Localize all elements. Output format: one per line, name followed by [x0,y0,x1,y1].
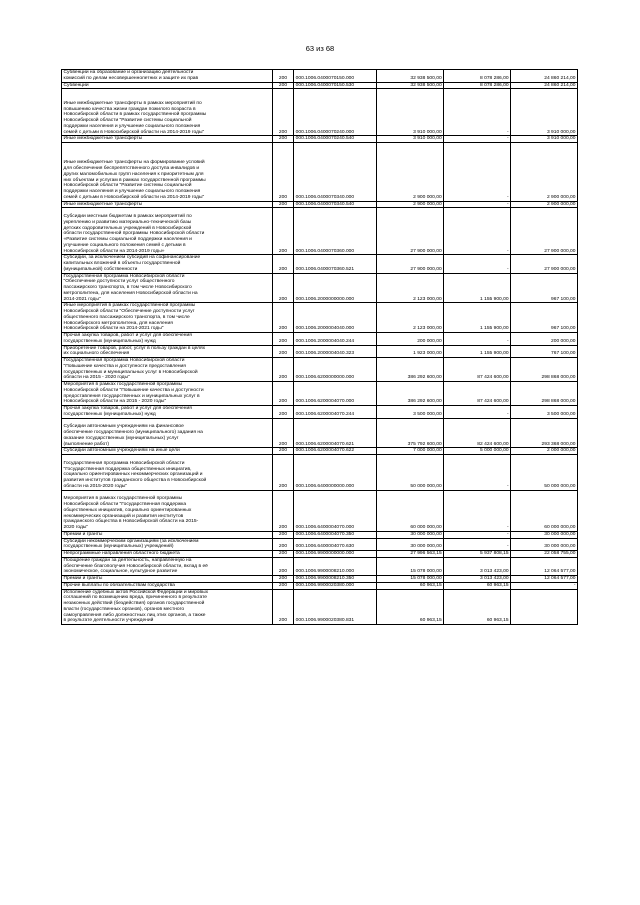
row-kbk-cell: 000.1006.0400070150.530 [294,82,377,89]
table-row [62,382,578,406]
table-row [62,576,578,583]
row-kbk-cell: 000.1006.9900008210.000 [294,557,377,575]
table-row [62,490,578,531]
row-executed-cell: - [444,531,511,538]
row-code-cell: 200 [272,273,293,303]
row-executed-cell: 82 424 600,00 [444,418,511,448]
row-code-cell: 200 [272,89,293,136]
row-approved-cell: 7 000 000,00 [377,448,444,455]
row-remaining-cell: 50 000 000,00 [511,455,578,491]
row-kbk-cell: 000.1006.6400000000.000 [294,455,377,491]
row-approved-cell: 200 000,00 [377,333,444,346]
row-name-cell: Государственная программа Новосибирской области "Обеспечение доступности услуг общественного пассажирского транспорта, в том числе Новосибирского метрополитена, для населения Новосибирской области на 2014-2021 годы" [62,273,273,303]
row-remaining-cell: 967 100,00 [511,273,578,303]
row-remaining-cell: 298 868 000,00 [511,382,578,406]
row-code-cell: 200 [272,576,293,583]
row-remaining-cell: 2 000 000,00 [511,448,578,455]
row-executed-cell: - [444,255,511,273]
table-row [62,551,578,558]
row-executed-cell: 87 424 600,00 [444,358,511,382]
row-approved-cell: 375 792 600,00 [377,418,444,448]
row-remaining-cell: 12 064 577,00 [511,576,578,583]
row-approved-cell: 60 963,15 [377,589,444,625]
row-kbk-cell: 000.1006.9900000000.000 [294,551,377,558]
row-kbk-cell: 000.1006.0400070240.000 [294,89,377,136]
table-row [62,406,578,419]
row-remaining-cell: 30 000 000,00 [511,538,578,551]
row-approved-cell: 386 292 600,00 [377,382,444,406]
row-kbk-cell: 000.1006.0400070360.000 [294,208,377,255]
budget-table [61,69,578,625]
row-code-cell: 200 [272,448,293,455]
row-kbk-cell: 000.1006.6200004070.244 [294,406,377,419]
row-executed-cell: 87 424 600,00 [444,382,511,406]
row-code-cell: 200 [272,382,293,406]
row-name-cell: Иные межбюджетные трансферты [62,201,273,208]
row-code-cell: 200 [272,538,293,551]
row-name-cell: Прочие выплаты по обязательствам государства [62,582,273,589]
row-executed-cell: 1 155 900,00 [444,273,511,303]
row-executed-cell: 8 078 286,00 [444,82,511,89]
row-code-cell: 200 [272,589,293,625]
row-code-cell: 200 [272,143,293,202]
row-name-cell: Иные межбюджетные трансферты на формирование условий для обеспечения беспрепятственного доступа инвалидов и других маломобильных групп населения к приоритетным для них объектам и услугам в рамках государственной программы Новосибирской области "Развитие системы социальной поддержки населения и улучшение социального положения семей с детьми в Новосибирской области на 2014-2019 годы" [62,143,273,202]
row-approved-cell: 1 923 000,00 [377,345,444,358]
row-kbk-cell: 000.1006.2000004040.000 [294,303,377,333]
row-remaining-cell: 12 064 577,00 [511,557,578,575]
row-approved-cell: 27 996 563,15 [377,551,444,558]
table-row [62,303,578,333]
row-executed-cell: - [444,490,511,531]
row-name-cell: Премии и гранты [62,576,273,583]
row-executed-cell: 60 963,15 [444,582,511,589]
row-name-cell: Исполнение судебных актов Российской Федерации и мировых соглашений по возмещению вреда, причиненного в результате незаконных действий (бездействия) органов государственной власти (государственных органов), органов местного самоуправления либо должностных лиц этих органов, а также в результате деятельности учреждений [62,589,273,625]
table-row [62,201,578,208]
row-name-cell: Иные мероприятия в рамках государственной программы Новосибирской области "Обеспечение доступности услуг общественного пассажирского транспорта, в том числе Новосибирского метрополитена, для населения Новосибирской области на 2014-2021 годы" [62,303,273,333]
row-executed-cell: 3 013 423,00 [444,557,511,575]
row-executed-cell: 60 963,15 [444,589,511,625]
row-kbk-cell: 000.1006.0400070150.000 [294,70,377,83]
table-row [62,455,578,491]
row-name-cell: Субсидии автономным учреждениям на финансовое обеспечение государственного (муниципального) задания на оказание государственных (муниципальных) услуг (выполнение работ) [62,418,273,448]
row-name-cell: Мероприятия в рамках государственной программы Новосибирской области "Повышение качества и доступности предоставления государственных и муниципальных услуг в Новосибирской области на 2015 - 2020 годы" [62,382,273,406]
row-remaining-cell: 967 100,00 [511,303,578,333]
row-executed-cell: - [444,143,511,202]
row-approved-cell: 386 292 600,00 [377,358,444,382]
row-kbk-cell: 000.1006.9900020380.000 [294,582,377,589]
row-approved-cell: 2 123 000,00 [377,303,444,333]
row-kbk-cell: 000.1006.2000000000.000 [294,273,377,303]
row-executed-cell: - [444,455,511,491]
row-code-cell: 200 [272,345,293,358]
row-executed-cell: 1 155 900,00 [444,345,511,358]
row-name-cell: Приобретение товаров, работ, услуг в пользу граждан в целях их социального обеспечения [62,345,273,358]
row-kbk-cell: 000.1006.0400070360.521 [294,255,377,273]
table-row [62,358,578,382]
table-row [62,418,578,448]
row-code-cell: 200 [272,358,293,382]
row-approved-cell: 3 910 000,00 [377,89,444,136]
table-row [62,143,578,202]
row-remaining-cell: - [511,582,578,589]
row-kbk-cell: 000.1006.2000004040.244 [294,333,377,346]
row-name-cell: Субсидии некоммерческим организациям (за исключением государственных (муниципальных) учреждений) [62,538,273,551]
table-row [62,538,578,551]
row-kbk-cell: 000.1006.6200004070.000 [294,382,377,406]
row-executed-cell: 3 013 423,00 [444,576,511,583]
row-remaining-cell: 24 860 214,00 [511,70,578,83]
row-code-cell: 200 [272,531,293,538]
table-row [62,345,578,358]
row-name-cell: Иные межбюджетные трансферты [62,136,273,143]
row-name-cell: Государственная программа Новосибирской области "Повышение качества и доступности предоставления государственных и муниципальных услуг в Новосибирской области на 2015 - 2020 годы" [62,358,273,382]
row-remaining-cell: 767 100,00 [511,345,578,358]
row-approved-cell: 15 078 000,00 [377,576,444,583]
page-number: 63 из 68 [305,44,335,53]
row-approved-cell: 32 938 500,00 [377,82,444,89]
row-code-cell: 200 [272,201,293,208]
row-approved-cell: 27 900 000,00 [377,255,444,273]
row-remaining-cell: 3 910 000,00 [511,89,578,136]
row-kbk-cell: 000.1006.6400004070.000 [294,490,377,531]
row-name-cell: Непрограммные направления областного бюджета [62,551,273,558]
row-remaining-cell: 2 900 000,00 [511,143,578,202]
row-approved-cell: 50 000 000,00 [377,455,444,491]
row-remaining-cell: 30 000 000,00 [511,531,578,538]
row-executed-cell: - [444,201,511,208]
row-approved-cell: 2 900 000,00 [377,201,444,208]
table-row [62,82,578,89]
row-kbk-cell: 000.1006.6200004070.621 [294,418,377,448]
row-remaining-cell: 22 058 755,00 [511,551,578,558]
row-name-cell: Субвенции на образование и организацию деятельности комиссий по делам несовершеннолетних и защите их прав [62,70,273,83]
row-code-cell: 200 [272,582,293,589]
table-row [62,255,578,273]
row-code-cell: 200 [272,455,293,491]
row-approved-cell: 27 900 000,00 [377,208,444,255]
row-remaining-cell: 293 368 000,00 [511,418,578,448]
row-name-cell: Иные межбюджетные трансферты в рамках мероприятий по повышению качества жизни граждан пожилого возраста в Новосибирской области в рамках государственной программы Новосибирской области "Развитие системы социальной поддержки населения и улучшение социального положения семей с детьми в Новосибирской области на 2014-2019 годы" [62,89,273,136]
row-name-cell: Субвенции [62,82,273,89]
row-name-cell: Мероприятия в рамках государственной программы Новосибирской области "Государственная поддержка общественных инициатив, социально ориентированных некоммерческих организаций и развития институтов гражданского общества в Новосибирской области на 2015- 2020 годы" [62,490,273,531]
row-executed-cell: 8 078 286,00 [444,70,511,83]
row-approved-cell: 60 963,15 [377,582,444,589]
row-code-cell: 200 [272,70,293,83]
row-approved-cell: 60 000 000,00 [377,490,444,531]
row-remaining-cell: 200 000,00 [511,333,578,346]
row-remaining-cell: 298 868 000,00 [511,358,578,382]
row-code-cell: 200 [272,551,293,558]
row-code-cell: 200 [272,557,293,575]
row-approved-cell: 3 500 000,00 [377,406,444,419]
table-row [62,589,578,625]
row-name-cell: Поощрение граждан за деятельность, направленную на обеспечение благополучия Новосибирской области, вклад в её экономическое, социальное, культурное развитие [62,557,273,575]
table-row [62,531,578,538]
row-executed-cell: 5 937 808,15 [444,551,511,558]
table-row [62,70,578,83]
row-kbk-cell: 000.1006.2000004040.323 [294,345,377,358]
row-code-cell: 200 [272,208,293,255]
row-approved-cell: 30 000 000,00 [377,531,444,538]
row-executed-cell: 1 155 900,00 [444,303,511,333]
table-row [62,273,578,303]
row-name-cell: Прочая закупка товаров, работ и услуг для обеспечения государственных (муниципальных) нужд [62,333,273,346]
row-kbk-cell: 000.1006.0400070240.540 [294,136,377,143]
row-kbk-cell: 000.1006.0400070340.000 [294,143,377,202]
row-remaining-cell: 27 900 000,00 [511,255,578,273]
row-code-cell: 200 [272,333,293,346]
row-kbk-cell: 000.1006.0400070340.540 [294,201,377,208]
row-executed-cell: - [444,136,511,143]
table-row [62,582,578,589]
row-executed-cell: 5 000 000,00 [444,448,511,455]
table-body [62,70,578,625]
row-kbk-cell: 000.1006.6200000000.000 [294,358,377,382]
row-approved-cell: 15 078 000,00 [377,557,444,575]
row-approved-cell: 30 000 000,00 [377,538,444,551]
row-code-cell: 200 [272,490,293,531]
row-executed-cell: - [444,333,511,346]
row-name-cell: Субсидии автономным учреждениям на иные цели [62,448,273,455]
row-name-cell: Премии и гранты [62,531,273,538]
row-kbk-cell: 000.1006.6200004070.622 [294,448,377,455]
row-remaining-cell: 3 500 000,00 [511,406,578,419]
row-code-cell: 200 [272,255,293,273]
table-row [62,557,578,575]
row-approved-cell: 2 123 000,00 [377,273,444,303]
row-name-cell: Прочая закупка товаров, работ и услуг для обеспечения государственных (муниципальных) нужд [62,406,273,419]
row-remaining-cell: 24 860 214,00 [511,82,578,89]
row-code-cell: 200 [272,418,293,448]
table-row [62,136,578,143]
table-row [62,89,578,136]
row-kbk-cell: 000.1006.6400004070.350 [294,531,377,538]
row-remaining-cell: 27 900 000,00 [511,208,578,255]
row-remaining-cell: 60 000 000,00 [511,490,578,531]
row-approved-cell: 3 910 000,00 [377,136,444,143]
row-remaining-cell: 2 900 000,00 [511,201,578,208]
row-approved-cell: 32 938 500,00 [377,70,444,83]
row-remaining-cell [511,589,578,625]
row-name-cell: Субсидии, за исключением субсидий на софинансирование капитальных вложений в объекты государственной (муниципальной) собственности [62,255,273,273]
row-remaining-cell: 3 910 000,00 [511,136,578,143]
row-executed-cell: - [444,406,511,419]
row-executed-cell: - [444,208,511,255]
row-code-cell: 200 [272,136,293,143]
row-kbk-cell: 000.1006.9900020380.831 [294,589,377,625]
row-executed-cell: - [444,538,511,551]
row-code-cell: 200 [272,406,293,419]
row-code-cell: 200 [272,303,293,333]
row-name-cell: Государственная программа Новосибирской области "Государственная поддержка общественных инициатив, социально ориентированных некоммерческих организаций и развития институтов гражданского общества в Новосибирской области на 2015-2020 годы" [62,455,273,491]
row-executed-cell: - [444,89,511,136]
table-row [62,208,578,255]
row-approved-cell: 2 900 000,00 [377,143,444,202]
row-name-cell: Субсидии местным бюджетам в рамках мероприятий по укреплению и развитию материально-технической базы детских оздоровительных учреждений в Новосибирской области государственной программы Новосибирской области «Развитие системы социальной поддержки населения и улучшение социального положения семей с детьми в Новосибирской области на 2014-2019 годы» [62,208,273,255]
row-code-cell: 200 [272,82,293,89]
row-kbk-cell: 000.1006.9900008210.350 [294,576,377,583]
table-row [62,448,578,455]
row-kbk-cell: 000.1006.6400004070.630 [294,538,377,551]
table-row [62,333,578,346]
